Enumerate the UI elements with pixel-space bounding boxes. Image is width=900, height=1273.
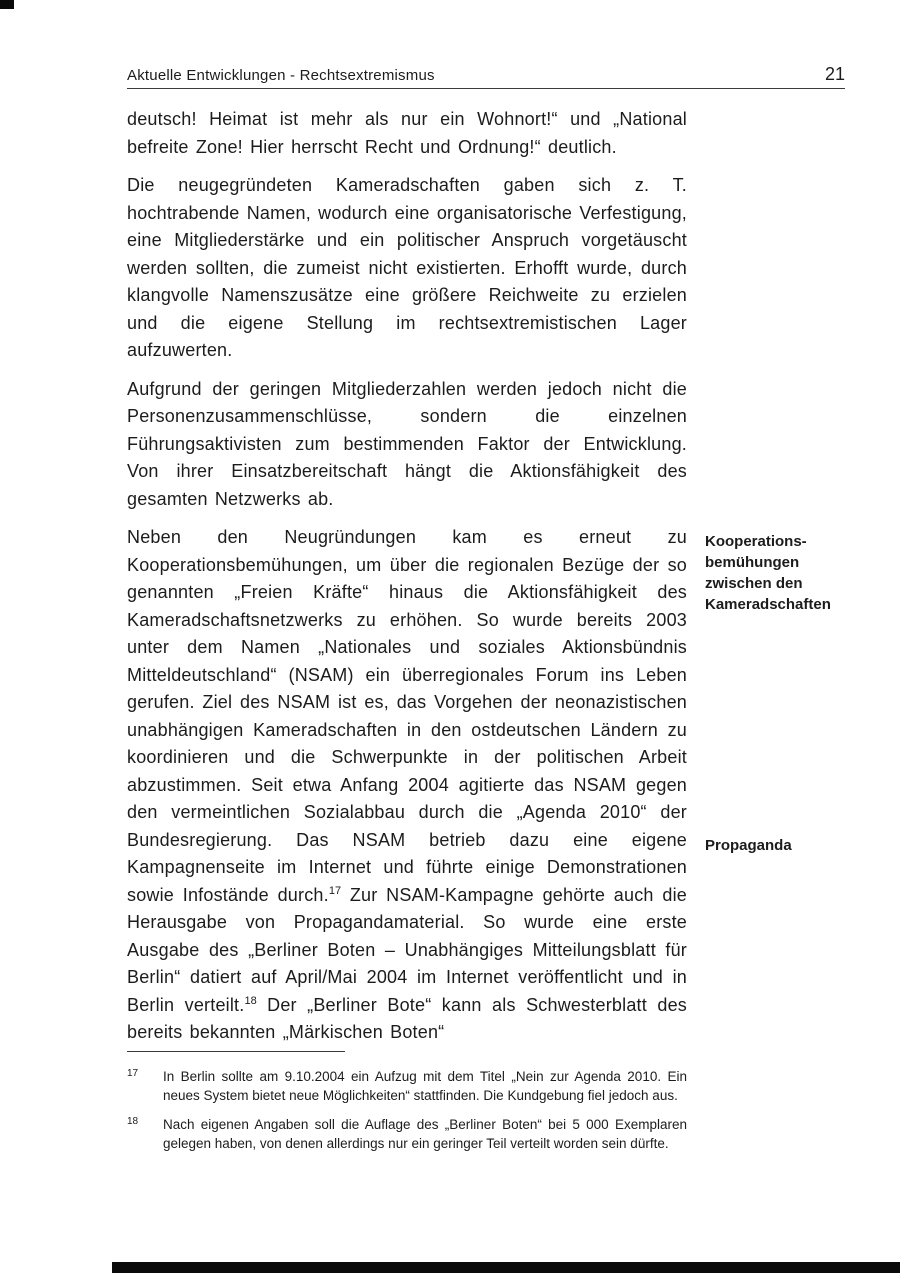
paragraph-kameradschaften-namen: Die neugegründeten Kameradschaften gaben sich z. T. hochtrabende Namen, wodurch eine organisatorische Verfestigung, eine Mitgliederstärke und ein politischer Anspruch vorgetäuscht werden sollten, die zumeist nicht existierten. Erhofft wurde, durch klangvolle Namenszusätze eine größere Reichweite zu erzielen und die eigene Stellung im rechtsextremistischen Lager aufzuwerten. — [127, 175, 687, 360]
footnote-marker: 18 — [127, 1116, 139, 1127]
scan-artifact-bottom-edge — [112, 1262, 900, 1273]
paragraph-segment: Der „Berliner Bote“ kann als Schwesterblatt des bereits bekannten „Märkischen Boten“ — [127, 994, 687, 1042]
page-header — [127, 64, 845, 85]
footnote-text: Nach eigenen Angaben soll die Auflage des „Berliner Boten“ bei 5 000 Exemplaren gelegen haben, von denen allerdings nur ein geringer Teil verteilt worden sein dürfte. — [163, 1117, 687, 1151]
paragraph-nsam-kooperation — [127, 524, 687, 1047]
footnote-18 — [127, 1116, 687, 1153]
scan-artifact-top-left — [0, 0, 14, 9]
paragraph-continuation: deutsch! Heimat ist mehr als nur ein Wohnort!“ und „National befreite Zone! Hier herrscht Recht und Ordnung!“ deutlich. — [127, 109, 687, 157]
paragraph-fuehrungsaktivisten: Aufgrund der geringen Mitgliederzahlen werden jedoch nicht die Personenzusammenschlüsse, sondern die einzelnen Führungsaktivisten zum bestimmenden Faktor der Entwicklung. Von ihrer Einsatzbereitschaft hängt die Aktionsfähigkeit des gesamten Netzwerks ab. — [127, 378, 687, 509]
margin-note-kooperationsbemuehungen: Kooperations-bemühungen zwischen den Kameradschaften — [705, 533, 831, 613]
body-text-column — [127, 106, 687, 1058]
paragraph-segment: Zur NSAM-Kampagne gehörte auch die Herausgabe von Propagandamaterial. So wurde eine erste Ausgabe des „Berliner Boten – Unabhängiges Mitteilungsblatt für Berlin“ datiert auf April/Mai 2004 im Internet veröffentlicht und in Berlin verteilt. — [127, 884, 688, 1015]
footnote-17 — [127, 1068, 687, 1105]
margin-note-propaganda: Propaganda — [705, 837, 792, 854]
footnote-ref-18: 18 — [244, 994, 257, 1007]
paragraph-segment: Neben den Neugründungen kam es erneut zu Kooperationsbemühungen, um über die regionalen Bezüge der so genannten „Freien Kräfte“ hinaus die Aktionsfähigkeit des Kameradschaftsnetzwerks zu erhöhen. So wurde bereits 2003 unter dem Namen „Nationales und soziales Aktionsbündnis Mitteldeutschland“ (NSAM) ein überregionales Forum ins Leben gerufen. Ziel des NSAM ist es, das Vorgehen der neonazistischen unabhängigen Kameradschaften in den ostdeutschen Ländern zu koordinieren und die Schwerpunkte in der politischen Arbeit abzustimmen. Seit etwa Anfang 2004 agitierte das NSAM gegen den vermeintlichen Sozialabbau durch die „Agenda 2010“ der Bundesregierung. Das NSAM betrieb dazu eine eigene Kampagnenseite im Internet und führte einige Demonstrationen sowie Infostände durch. — [127, 527, 687, 905]
running-header-title: Aktuelle Entwicklungen - Rechtsextremismus — [127, 67, 435, 84]
footnote-marker: 17 — [127, 1068, 139, 1079]
footnote-ref-17: 17 — [328, 884, 342, 897]
footnote-separator — [127, 1051, 345, 1052]
page-number: 21 — [824, 64, 845, 84]
footnotes-section — [127, 1068, 687, 1164]
footnote-text: In Berlin sollte am 9.10.2004 ein Aufzug mit dem Titel „Nein zur Agenda 2010. Ein neues System bietet neue Möglichkeiten“ stattfinden. Die Kundgebung fiel jedoch aus. — [163, 1069, 687, 1103]
header-rule — [127, 88, 845, 89]
